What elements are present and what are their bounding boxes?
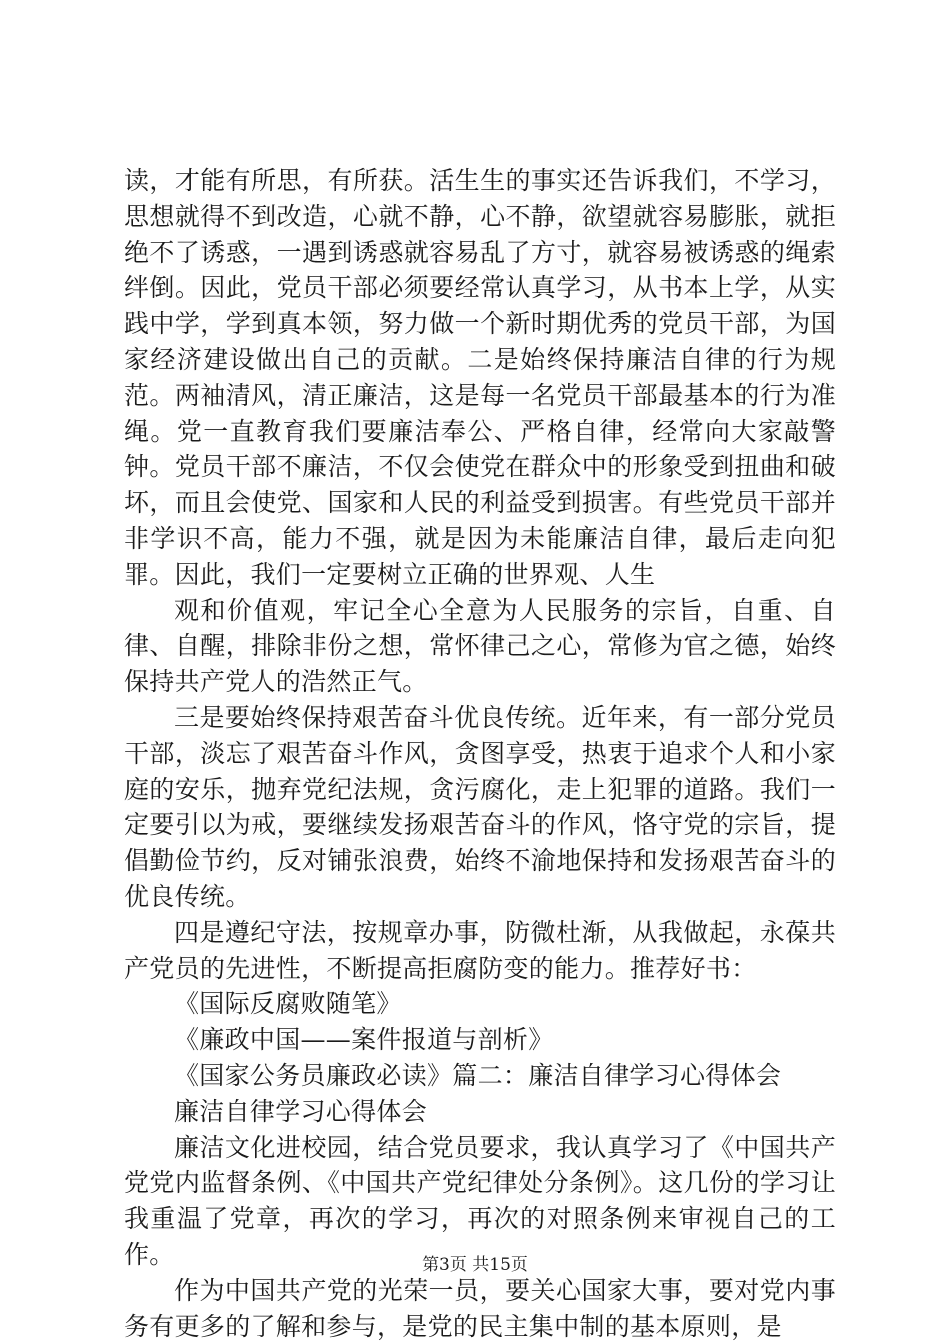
book-title: 《国际反腐败随笔》 bbox=[174, 989, 402, 1019]
paragraph: 四是遵纪守法，按规章办事，防微杜渐，从我做起，永葆共产党员的先进性，不断提高拒腐防变的能力。推荐好书： bbox=[124, 917, 836, 983]
section-heading: 廉洁自律学习心得体会 bbox=[174, 1096, 428, 1126]
page-number-footer: 第3页 共15页 bbox=[422, 1255, 528, 1275]
paragraph: 廉洁文化进校园，结合党员要求，我认真学习了《中国共产党党内监督条例、《中国共产党纪律处分条例》。这几份的学习让我重温了党章，再次的学习，再次的对照条例来审视自己的工作。 bbox=[124, 1132, 836, 1269]
book-title: 《廉政中国——案件报道与剖析》 bbox=[174, 1025, 554, 1055]
paragraph: 观和价值观，牢记全心全意为人民服务的宗旨，自重、自律、自醒，排除非份之想，常怀律己之心，常修为官之德，始终保持共产党人的浩然正气。 bbox=[124, 595, 836, 697]
paragraph: 作为中国共产党的光荣一员，要关心国家大事，要对党内事务有更多的了解和参与，是党的民主集中制的基本原则，是 bbox=[124, 1275, 836, 1341]
paragraph: 三是要始终保持艰苦奋斗优良传统。近年来，有一部分党员干部，淡忘了艰苦奋斗作风，贪图享受，热衷于追求个人和小家庭的安乐，抛弃党纪法规，贪污腐化，走上犯罪的道路。我们一定要引以为戒，要继续发扬艰苦奋斗的作风，恪守党的宗旨，提倡勤俭节约，反对铺张浪费，始终不渝地保持和发扬艰苦奋斗的优良传统。 bbox=[124, 702, 836, 911]
paragraph: 读，才能有所思，有所获。活生生的事实还告诉我们，不学习，思想就得不到改造，心就不静，心不静，欲望就容易膨胀，就拒绝不了诱惑，一遇到诱惑就容易乱了方寸，就容易被诱惑的绳索绊倒。因此，党员干部必须要经常认真学习，从书本上学，从实践中学，学到真本领，努力做一个新时期优秀的党员干部，为国家经济建设做出自己的贡献。二是始终保持廉洁自律的行为规范。两袖清风，清正廉洁，这是每一名党员干部最基本的行为准绳。党一直教育我们要廉洁奉公、严格自律，经常向大家敲警钟。党员干部不廉洁，不仅会使党在群众中的形象受到扭曲和破坏，而且会使党、国家和人民的利益受到损害。有些党员干部并非学识不高，能力不强，就是因为未能廉洁自律，最后走向犯罪。因此，我们一定要树立正确的世界观、人生 bbox=[124, 166, 836, 589]
book-title: 《国家公务员廉政必读》篇二：廉洁自律学习心得体会 bbox=[174, 1060, 782, 1090]
document-body bbox=[124, 163, 836, 1344]
